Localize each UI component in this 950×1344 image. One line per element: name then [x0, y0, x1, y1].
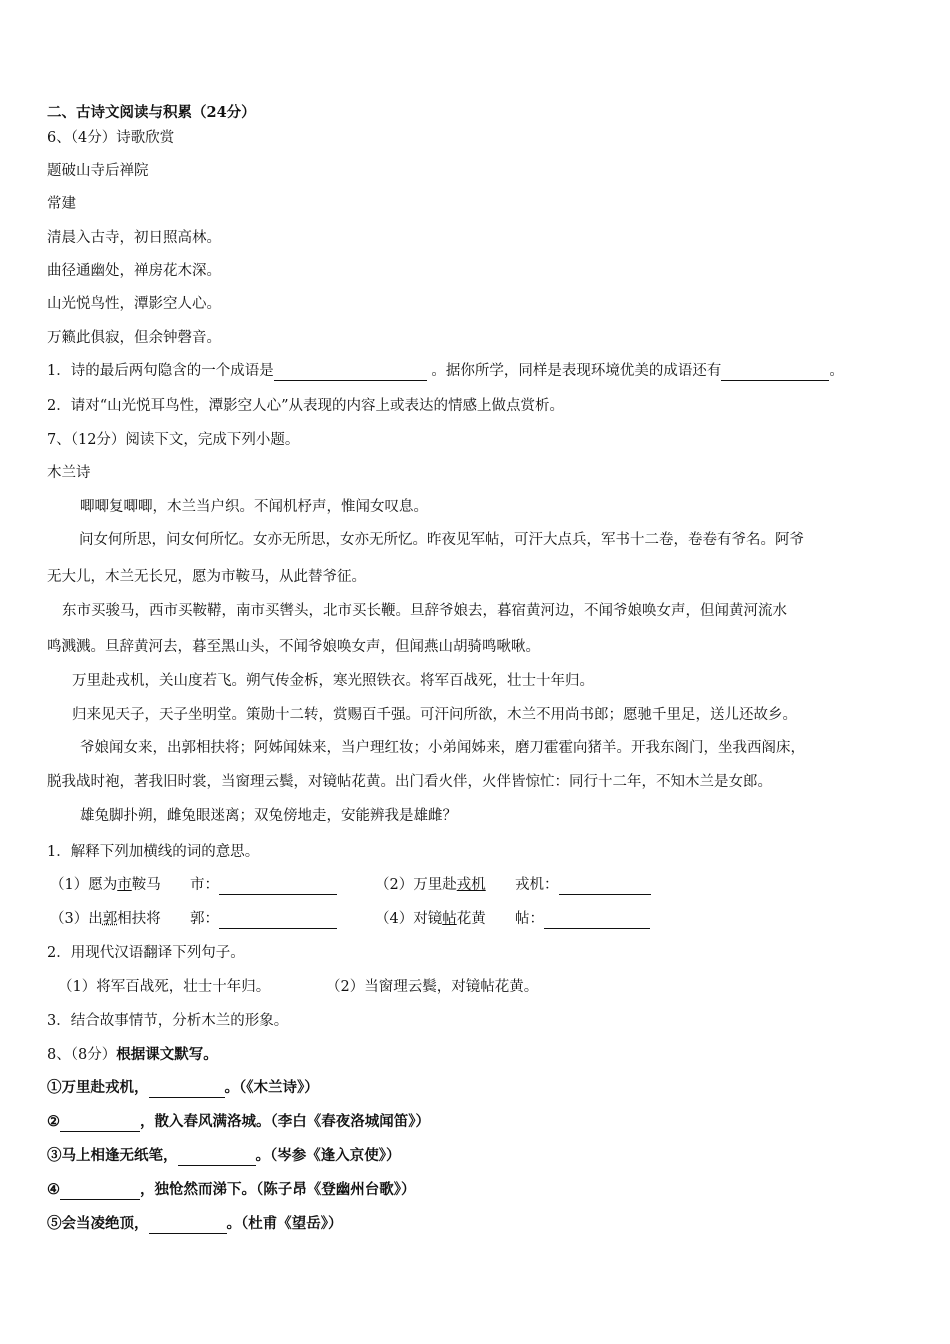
q7-sub3: 3．结合故事情节，分析木兰的形象。	[47, 1013, 289, 1029]
poem-line: 山光悦鸟性，潭影空人心。	[47, 296, 221, 312]
vocab-word: 郭	[102, 911, 118, 927]
vocab-answer-2	[515, 875, 651, 895]
answer-blank[interactable]	[721, 366, 829, 381]
q8-instruction: 根据课文默写。	[116, 1046, 218, 1063]
vocab-post: 相扶将	[117, 911, 161, 927]
recite-pre: ②	[47, 1113, 60, 1130]
q7-sub2-b: （2）当窗理云鬓，对镜帖花黄。	[326, 979, 539, 995]
q7-sub1-header: 1．解释下列加横线的词的意思。	[47, 844, 260, 860]
vocab-item-4	[375, 909, 486, 929]
recite-post: ，散入春风满洛城。（李白《春夜洛城闻笛》）	[140, 1113, 430, 1130]
vocab-label: 戎机：	[515, 877, 559, 893]
vocab-pre: （3）出	[50, 911, 103, 927]
recite-line-4	[47, 1180, 910, 1200]
answer-blank[interactable]	[219, 914, 337, 929]
q6-sub1-text-a: 1．诗的最后两句隐含的一个成语是	[47, 363, 274, 379]
q7-header: 7、（12分）阅读下文，完成下列小题。	[47, 432, 300, 448]
q8-header	[47, 1045, 910, 1065]
answer-blank[interactable]	[60, 1117, 140, 1132]
vocab-post: 鞍马	[131, 877, 161, 893]
poem-line: 曲径通幽处，禅房花木深。	[47, 263, 221, 279]
section-title: 二、古诗文阅读与积累（24分）	[47, 104, 256, 121]
vocab-word: 市	[117, 877, 132, 893]
vocab-pre: （2）万里赴	[375, 877, 457, 893]
vocab-word: 帖	[442, 911, 457, 927]
recite-pre: ①万里赴戎机，	[47, 1079, 149, 1096]
vocab-answer-1	[190, 875, 337, 895]
answer-blank[interactable]	[60, 1185, 140, 1200]
answer-blank[interactable]	[219, 880, 337, 895]
vocab-label: 帖：	[515, 911, 544, 927]
text-paragraph: 唧唧复唧唧，木兰当户织。不闻机杼声，惟闻女叹息。	[80, 499, 428, 515]
recite-post: ，独怆然而涕下。（陈子昂《登幽州台歌》）	[140, 1181, 416, 1198]
text-paragraph: 问女何所思，问女何所忆。女亦无所思，女亦无所忆。昨夜见军帖，可汗大点兵，军书十二卷，卷卷有爷名。阿爷	[79, 532, 804, 548]
recite-pre: ③马上相逢无纸笔，	[47, 1147, 178, 1164]
q6-sub1-text-b: 。据你所学，同样是表现环境优美的成语还有	[431, 363, 722, 379]
vocab-post: 花黄	[456, 911, 486, 927]
text-paragraph: 东市买骏马，西市买鞍鞯，南市买辔头，北市买长鞭。旦辞爷娘去，暮宿黄河边，不闻爷娘唤女声，但闻黄河流水	[62, 603, 787, 619]
answer-blank[interactable]	[149, 1083, 225, 1098]
recite-pre: ④	[47, 1181, 60, 1198]
answer-blank[interactable]	[274, 366, 427, 381]
recite-post: 。（杜甫《望岳》）	[226, 1215, 343, 1232]
recite-line-3	[47, 1146, 910, 1166]
answer-blank[interactable]	[149, 1219, 227, 1234]
text-paragraph: 无大儿，木兰无长兄，愿为市鞍马，从此替爷征。	[47, 569, 366, 585]
poem-author: 常建	[47, 196, 76, 212]
vocab-pre: （4）对镜	[375, 911, 443, 927]
recite-line-5	[47, 1214, 910, 1234]
answer-blank[interactable]	[178, 1151, 256, 1166]
vocab-item-1	[50, 875, 161, 895]
vocab-answer-3	[190, 909, 337, 929]
text-paragraph: 脱我战时袍，著我旧时裳，当窗理云鬓，对镜帖花黄。出门看火伴，火伴皆惊忙：同行十二年，不知木兰是女郎。	[47, 774, 772, 790]
q8-score: 8、（8分）	[47, 1047, 117, 1063]
poem-line: 万籁此俱寂，但余钟磬音。	[47, 330, 221, 346]
text-paragraph: 爷娘闻女来，出郭相扶将；阿姊闻妹来，当户理红妆；小弟闻姊来，磨刀霍霍向猪羊。开我东阁门，坐我西阁床，	[80, 740, 805, 756]
q7-sub2-a: （1）将军百战死，壮士十年归。	[58, 979, 271, 995]
text-paragraph: 鸣溅溅。旦辞黄河去，暮至黑山头，不闻爷娘唤女声，但闻燕山胡骑鸣啾啾。	[47, 639, 540, 655]
answer-blank[interactable]	[544, 914, 650, 929]
vocab-label: 市：	[190, 877, 219, 893]
q7-sub2-header: 2．用现代汉语翻译下列句子。	[47, 945, 245, 961]
vocab-label: 郭：	[190, 911, 219, 927]
q6-sub2: 2．请对“山光悦耳鸟性，潭影空人心”从表现的内容上或表达的情感上做点赏析。	[47, 398, 565, 414]
vocab-item-3	[50, 909, 161, 929]
recite-line-1	[47, 1078, 910, 1098]
vocab-pre: （1）愿为	[50, 877, 118, 893]
vocab-item-2	[375, 875, 486, 895]
vocab-word: 戎机	[456, 877, 486, 893]
q6-sub1-text-c: 。	[829, 363, 844, 379]
q6-header: 6、（4分）诗歌欣赏	[47, 130, 175, 146]
text-paragraph: 万里赴戎机，关山度若飞。朔气传金柝，寒光照铁衣。将军百战死，壮士十年归。	[72, 673, 594, 689]
poem-line: 清晨入古寺，初日照高林。	[47, 230, 221, 246]
recite-line-2	[47, 1112, 910, 1132]
vocab-answer-4	[515, 909, 650, 929]
text-title: 木兰诗	[47, 465, 91, 481]
text-paragraph: 雄兔脚扑朔，雌兔眼迷离；双兔傍地走，安能辨我是雄雌？	[80, 808, 457, 824]
answer-blank[interactable]	[559, 880, 651, 895]
poem-title: 题破山寺后禅院	[47, 163, 149, 179]
recite-pre: ⑤会当凌绝顶，	[47, 1215, 149, 1232]
text-paragraph: 归来见天子，天子坐明堂。策勋十二转，赏赐百千强。可汗问所欲，木兰不用尚书郎；愿驰千里足，送儿还故乡。	[72, 707, 797, 723]
recite-post: 。（《木兰诗》）	[224, 1079, 319, 1096]
recite-post: 。（岑参《逢入京使》）	[255, 1147, 401, 1164]
q6-sub1	[47, 361, 910, 381]
